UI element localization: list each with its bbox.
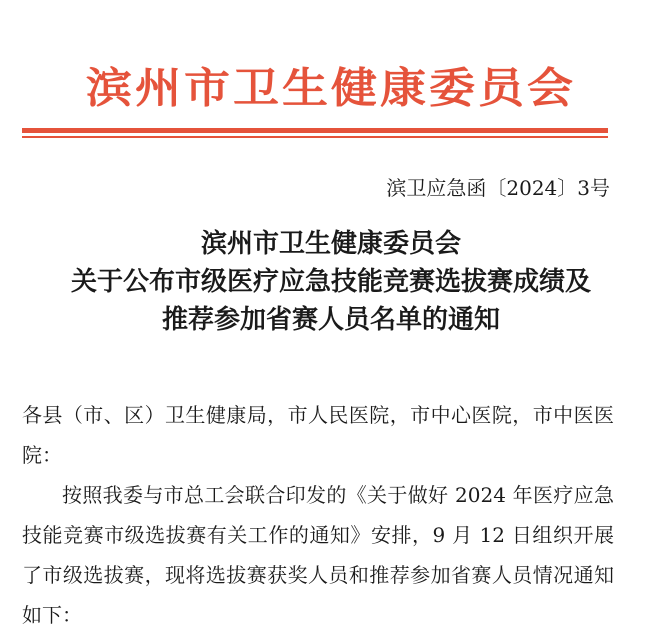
document-title [0,225,662,339]
document-body [22,395,614,635]
title-line-1: 滨州市卫生健康委员会 [200,229,461,259]
title-line-2: 关于公布市级医疗应急技能竞赛选拔赛成绩及 [70,267,591,297]
document-number: 滨卫应急函〔2024〕3号 [386,176,610,200]
body-paragraph-1: 按照我委与市总工会联合印发的《关于做好 2024 年医疗应急技能竞赛市级选拔赛有关工作的通知》安排，9 月 12 日组织开展了市级选拔赛，现将选拔赛获奖人员和推荐参加省赛人员情况通知如下： [22,483,614,627]
letterhead-title: 滨州市卫生健康委员会 [86,63,576,113]
title-line-3: 推荐参加省赛人员名单的通知 [161,305,500,335]
letterhead-red-rule-thin [22,136,608,138]
addressee-paragraph: 各县（市、区）卫生健康局，市人民医院，市中心医院，市中医医院： [22,403,614,467]
letterhead-red-rule-thick [22,128,608,133]
